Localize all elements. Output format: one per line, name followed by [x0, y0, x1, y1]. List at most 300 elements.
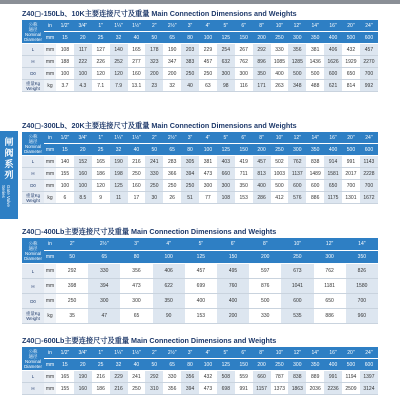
size-cell: 50 — [145, 32, 163, 44]
size-cell: 14" — [306, 347, 324, 359]
value-cell: 250 — [128, 383, 146, 395]
data-row — [22, 279, 378, 294]
value-cell: 98 — [217, 80, 235, 92]
value-cell: 292 — [56, 264, 88, 279]
data-row — [22, 80, 378, 92]
size-cell: 5" — [217, 347, 235, 359]
value-cell: 400 — [253, 180, 271, 192]
value-cell: 394 — [181, 383, 199, 395]
value-cell: 457 — [253, 156, 271, 168]
dimensions-table — [22, 347, 378, 395]
value-cell: 1301 — [342, 192, 360, 204]
value-cell: 600 — [306, 180, 324, 192]
value-cell: 3.7 — [56, 80, 74, 92]
value-cell: 1672 — [360, 192, 378, 204]
size-cell: 2" — [145, 132, 163, 144]
size-cell: 32 — [110, 144, 128, 156]
section-300lb — [22, 120, 400, 204]
size-cell: 150 — [217, 251, 249, 264]
value-cell: 305 — [181, 156, 199, 168]
value-cell: 1157 — [253, 383, 271, 395]
value-cell: 7.1 — [92, 80, 110, 92]
size-cell: 125 — [217, 144, 235, 156]
value-cell: 826 — [346, 264, 378, 279]
value-cell: 283 — [163, 156, 181, 168]
size-cell: 300 — [288, 32, 306, 44]
size-cell: 1" — [92, 347, 110, 359]
unit-cell: mm — [44, 68, 56, 80]
value-cell: 394 — [181, 168, 199, 180]
unit-cell: mm — [44, 44, 56, 56]
value-cell: 673 — [281, 264, 313, 279]
size-cell: 65 — [88, 251, 120, 264]
value-cell: 347 — [163, 56, 181, 68]
size-cell: 14" — [306, 20, 324, 32]
value-cell: 381 — [306, 44, 324, 56]
nominal-label-line: 公称 — [28, 348, 38, 354]
value-cell: 277 — [128, 56, 146, 68]
value-cell: 960 — [346, 309, 378, 324]
value-cell: 1194 — [342, 371, 360, 383]
value-cell: 787 — [271, 371, 289, 383]
value-cell: 310 — [145, 383, 163, 395]
value-cell: 762 — [314, 264, 346, 279]
value-cell: 403 — [217, 156, 235, 168]
value-cell: 356 — [120, 264, 152, 279]
value-cell: 108 — [217, 192, 235, 204]
size-cell: 80 — [181, 144, 199, 156]
row-label: H — [22, 279, 44, 294]
size-cell: 15 — [56, 32, 74, 44]
value-cell: 576 — [288, 192, 306, 204]
size-cell: 400 — [324, 32, 342, 44]
value-cell: 6 — [56, 192, 74, 204]
size-cell: 1/2" — [56, 132, 74, 144]
value-cell: 186 — [92, 383, 110, 395]
value-cell: 457 — [360, 44, 378, 56]
size-cell: 500 — [342, 32, 360, 44]
value-cell: 650 — [342, 68, 360, 80]
value-cell: 47 — [88, 309, 120, 324]
value-cell: 200 — [163, 68, 181, 80]
value-cell: 250 — [181, 68, 199, 80]
size-cell: 3" — [181, 132, 199, 144]
value-cell: 1626 — [324, 56, 342, 68]
row-label: D0 — [22, 68, 44, 80]
side-tab-en-label: Gate Valve Series — [1, 185, 11, 207]
value-cell: 200 — [145, 68, 163, 80]
value-cell: 300 — [235, 68, 253, 80]
size-cell: 24" — [360, 347, 378, 359]
value-cell: 125 — [110, 180, 128, 192]
value-cell: 535 — [281, 309, 313, 324]
unit-cell: kg — [44, 192, 56, 204]
value-cell: 600 — [324, 68, 342, 80]
value-cell: 500 — [288, 68, 306, 80]
value-cell: 250 — [199, 68, 217, 80]
nominal-label-line: 公称 — [28, 240, 38, 246]
data-row — [22, 264, 378, 279]
size-cell: 1¼" — [110, 132, 128, 144]
size-cell: 200 — [253, 359, 271, 371]
value-cell: 140 — [56, 156, 74, 168]
value-cell: 508 — [217, 371, 235, 383]
value-cell: 300 — [88, 294, 120, 309]
size-cell: 40 — [128, 32, 146, 44]
value-cell: 116 — [235, 80, 253, 92]
dimensions-table — [22, 238, 378, 324]
unit-cell: in — [44, 132, 56, 144]
value-cell: 188 — [56, 56, 74, 68]
value-cell: 350 — [235, 180, 253, 192]
value-cell: 600 — [288, 180, 306, 192]
size-cell: 1¼" — [110, 20, 128, 32]
value-cell: 356 — [163, 383, 181, 395]
row-label: H — [22, 168, 44, 180]
value-cell: 356 — [288, 44, 306, 56]
nominal-label-line: Nominal — [24, 143, 42, 149]
size-cell: 10" — [271, 347, 289, 359]
value-cell: 198 — [110, 168, 128, 180]
unit-cell: mm — [44, 180, 56, 192]
size-cell: 32 — [110, 359, 128, 371]
size-cell: 250 — [281, 251, 313, 264]
size-cell: 350 — [306, 32, 324, 44]
size-cell: 250 — [271, 144, 289, 156]
value-cell: 200 — [217, 309, 249, 324]
value-cell: 991 — [324, 371, 342, 383]
size-cell: 100 — [199, 359, 217, 371]
size-cell: 100 — [199, 144, 217, 156]
size-cell: 15 — [56, 144, 74, 156]
data-row — [22, 180, 378, 192]
header-bar — [0, 0, 400, 4]
data-row — [22, 156, 378, 168]
value-cell: 699 — [185, 279, 217, 294]
nominal-label-line: 公称 — [28, 21, 38, 27]
row-label: H — [22, 56, 44, 68]
value-cell: 876 — [249, 279, 281, 294]
value-cell: 127 — [92, 44, 110, 56]
size-cell: 1/2" — [56, 347, 74, 359]
value-cell: 621 — [324, 80, 342, 92]
nominal-label-line: 公称 — [28, 133, 38, 139]
value-cell: 838 — [288, 371, 306, 383]
value-cell: 292 — [253, 44, 271, 56]
section-600lb — [22, 335, 400, 395]
value-cell: 432 — [342, 44, 360, 56]
value-cell: 650 — [324, 180, 342, 192]
size-cell: 50 — [56, 251, 88, 264]
row-label: D0 — [22, 180, 44, 192]
row-label: L — [22, 264, 44, 279]
value-cell: 2509 — [342, 383, 360, 395]
size-cell: 1¼" — [110, 347, 128, 359]
size-cell: 4" — [199, 132, 217, 144]
size-cell: 20 — [74, 359, 92, 371]
value-cell: 914 — [324, 156, 342, 168]
value-cell: 11 — [110, 192, 128, 204]
value-cell: 160 — [74, 383, 92, 395]
value-cell: 412 — [271, 192, 289, 204]
value-cell: 896 — [253, 56, 271, 68]
value-cell: 216 — [110, 383, 128, 395]
size-cell: 80 — [181, 359, 199, 371]
size-cell: 500 — [342, 144, 360, 156]
value-cell: 398 — [56, 279, 88, 294]
value-cell: 229 — [199, 44, 217, 56]
value-cell: 330 — [249, 309, 281, 324]
value-cell: 419 — [235, 156, 253, 168]
size-cell: 24" — [360, 20, 378, 32]
size-cell: 15 — [56, 359, 74, 371]
value-cell: 1143 — [360, 156, 378, 168]
value-cell: 100 — [56, 68, 74, 80]
size-cell: 25 — [92, 144, 110, 156]
inch-header-row — [22, 20, 378, 32]
value-cell: 886 — [314, 309, 346, 324]
value-cell: 500 — [271, 180, 289, 192]
size-cell: 40 — [128, 144, 146, 156]
value-cell: 222 — [74, 56, 92, 68]
size-cell: 8" — [249, 238, 281, 251]
size-cell: 400 — [324, 144, 342, 156]
data-row — [22, 168, 378, 180]
size-cell: 600 — [360, 32, 378, 44]
size-cell: 1" — [92, 132, 110, 144]
value-cell: 252 — [110, 56, 128, 68]
size-cell: 5" — [185, 238, 217, 251]
row-label: D0 — [22, 294, 44, 309]
section-400lb — [22, 226, 400, 324]
value-cell: 155 — [56, 383, 74, 395]
value-cell: 559 — [235, 371, 253, 383]
value-cell: 889 — [306, 371, 324, 383]
unit-cell: mm — [44, 294, 56, 309]
value-cell: 473 — [120, 279, 152, 294]
value-cell: 348 — [288, 80, 306, 92]
value-cell: 229 — [110, 371, 128, 383]
unit-cell: kg — [44, 309, 56, 324]
value-cell: 51 — [181, 192, 199, 204]
value-cell: 813 — [253, 168, 271, 180]
value-cell: 120 — [92, 68, 110, 80]
data-row — [22, 371, 378, 383]
size-cell: 12" — [314, 238, 346, 251]
size-cell: 80 — [181, 32, 199, 44]
value-cell: 1397 — [360, 371, 378, 383]
data-row — [22, 68, 378, 80]
value-cell: 267 — [235, 44, 253, 56]
value-cell: 7.9 — [110, 80, 128, 92]
value-cell: 300 — [217, 180, 235, 192]
size-cell: 20" — [342, 132, 360, 144]
section-title: Z40▢-150Lb、10K主要连接尺寸及重量 Main Connection Dimensions and Weights — [22, 9, 297, 18]
data-row — [22, 44, 378, 56]
size-cell: 8" — [253, 132, 271, 144]
data-row — [22, 294, 378, 309]
dimensions-table — [22, 132, 378, 204]
size-cell: 14" — [346, 238, 378, 251]
value-cell: 152 — [74, 156, 92, 168]
value-cell: 330 — [163, 371, 181, 383]
size-cell: 350 — [306, 359, 324, 371]
value-cell: 457 — [185, 264, 217, 279]
section-title: Z40▢-600Lb主要连接尺寸及重量 Main Connection Dimensions and Weights — [22, 336, 277, 345]
row-label: L — [22, 44, 44, 56]
value-cell: 1003 — [271, 168, 289, 180]
value-cell: 2228 — [360, 168, 378, 180]
size-cell: 1½" — [128, 347, 146, 359]
size-cell: 350 — [306, 144, 324, 156]
size-cell: 65 — [163, 359, 181, 371]
size-cell: 32 — [110, 32, 128, 44]
size-cell: 40 — [128, 359, 146, 371]
value-cell: 2236 — [324, 383, 342, 395]
size-cell: 600 — [360, 144, 378, 156]
value-cell: 762 — [235, 56, 253, 68]
value-cell: 292 — [145, 371, 163, 383]
size-cell: 100 — [153, 251, 185, 264]
value-cell: 190 — [110, 156, 128, 168]
size-cell: 200 — [249, 251, 281, 264]
value-cell: 711 — [235, 168, 253, 180]
value-cell: 241 — [145, 156, 163, 168]
size-cell: 125 — [217, 359, 235, 371]
row-label: 重量Kg Weight — [22, 80, 44, 92]
value-cell: 300 — [120, 294, 152, 309]
value-cell: 65 — [120, 309, 152, 324]
value-cell: 100 — [74, 68, 92, 80]
nominal-diameter-label — [22, 132, 44, 156]
unit-cell: mm — [44, 32, 56, 44]
value-cell: 77 — [199, 192, 217, 204]
inch-header-row — [22, 238, 378, 251]
value-cell: 1580 — [346, 279, 378, 294]
value-cell: 63 — [199, 80, 217, 92]
value-cell: 1175 — [324, 192, 342, 204]
value-cell: 153 — [235, 192, 253, 204]
size-cell: 80 — [120, 251, 152, 264]
size-cell: 2" — [145, 347, 163, 359]
nominal-label-line: Diameter — [24, 36, 42, 42]
value-cell: 1181 — [314, 279, 346, 294]
nominal-label-line: 通径 — [28, 26, 38, 32]
value-cell: 17 — [128, 192, 146, 204]
value-cell: 23 — [145, 80, 163, 92]
value-cell: 650 — [314, 294, 346, 309]
inch-header-row — [22, 347, 378, 359]
mm-header-row — [22, 32, 378, 44]
size-cell: 4" — [199, 347, 217, 359]
value-cell: 117 — [74, 44, 92, 56]
size-cell: 150 — [235, 359, 253, 371]
size-cell: 250 — [271, 32, 289, 44]
value-cell: 760 — [217, 279, 249, 294]
unit-cell: mm — [44, 251, 56, 264]
value-cell: 254 — [217, 44, 235, 56]
value-cell: 250 — [128, 168, 146, 180]
size-cell: 350 — [346, 251, 378, 264]
nominal-label-line: 通径 — [28, 353, 38, 359]
size-cell: 16" — [324, 20, 342, 32]
size-cell: 2" — [56, 238, 88, 251]
value-cell: 250 — [56, 294, 88, 309]
size-cell: 3" — [120, 238, 152, 251]
value-cell: 660 — [217, 168, 235, 180]
size-cell: 400 — [324, 359, 342, 371]
side-tab-zh-label: 闸阀系列 — [4, 137, 14, 180]
value-cell: 2017 — [342, 168, 360, 180]
size-cell: 8" — [253, 20, 271, 32]
value-cell: 155 — [56, 168, 74, 180]
unit-cell: mm — [44, 371, 56, 383]
value-cell: 35 — [56, 309, 88, 324]
mm-header-row — [22, 251, 378, 264]
value-cell: 300 — [199, 180, 217, 192]
size-cell: 10" — [271, 132, 289, 144]
value-cell: 632 — [217, 56, 235, 68]
value-cell: 100 — [56, 180, 74, 192]
size-cell: 125 — [217, 32, 235, 44]
size-cell: 65 — [163, 32, 181, 44]
size-cell: 3" — [181, 347, 199, 359]
value-cell: 1285 — [288, 56, 306, 68]
value-cell: 30 — [145, 192, 163, 204]
size-cell: 300 — [288, 144, 306, 156]
value-cell: 26 — [163, 192, 181, 204]
value-cell: 190 — [74, 371, 92, 383]
size-cell: 25 — [92, 32, 110, 44]
size-cell: 14" — [306, 132, 324, 144]
size-cell: 200 — [253, 144, 271, 156]
size-cell: 2½" — [163, 20, 181, 32]
value-cell: 216 — [128, 156, 146, 168]
value-cell: 165 — [92, 156, 110, 168]
size-cell: 2½" — [163, 347, 181, 359]
mm-header-row — [22, 359, 378, 371]
value-cell: 838 — [306, 156, 324, 168]
value-cell: 1373 — [271, 383, 289, 395]
data-row — [22, 192, 378, 204]
value-cell: 153 — [185, 309, 217, 324]
unit-cell: mm — [44, 359, 56, 371]
size-cell: 1/2" — [56, 20, 74, 32]
size-cell: 65 — [163, 144, 181, 156]
unit-cell: in — [44, 20, 56, 32]
value-cell: 160 — [74, 168, 92, 180]
side-category-tab — [0, 131, 18, 219]
size-cell: 3/4" — [74, 132, 92, 144]
nominal-diameter-label — [22, 347, 44, 371]
value-cell: 700 — [360, 180, 378, 192]
size-cell: 20" — [342, 347, 360, 359]
size-cell: 16" — [324, 347, 342, 359]
size-cell: 20" — [342, 20, 360, 32]
value-cell: 13.1 — [128, 80, 146, 92]
size-cell: 300 — [314, 251, 346, 264]
value-cell: 165 — [128, 44, 146, 56]
value-cell: 886 — [306, 192, 324, 204]
unit-cell: in — [44, 347, 56, 359]
value-cell: 991 — [342, 156, 360, 168]
value-cell: 383 — [181, 56, 199, 68]
value-cell: 108 — [56, 44, 74, 56]
size-cell: 12" — [288, 132, 306, 144]
size-cell: 25 — [92, 359, 110, 371]
value-cell: 991 — [235, 383, 253, 395]
value-cell: 90 — [153, 309, 185, 324]
